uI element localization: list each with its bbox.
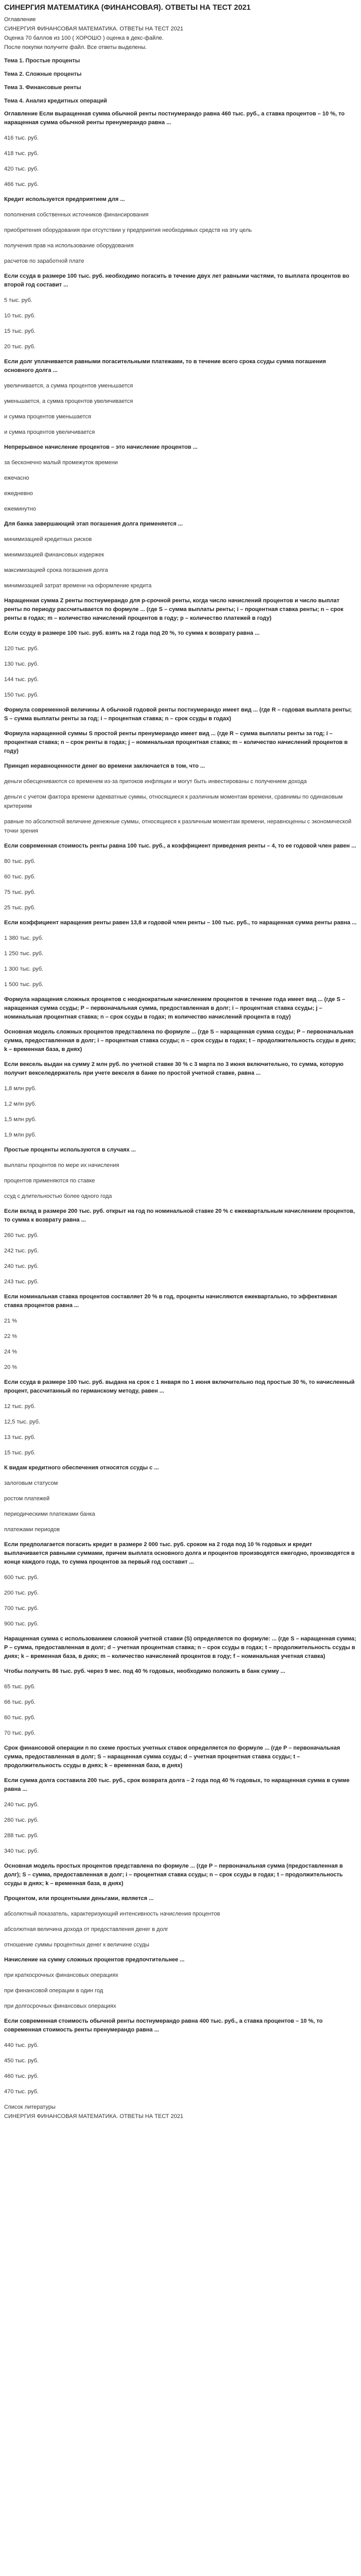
answer-option: 20 %: [4, 1364, 18, 1370]
answer-option: 15 тыс. руб.: [4, 1450, 36, 1456]
question-block: [4, 358, 357, 437]
question-block: [4, 730, 357, 756]
question-block: [4, 1146, 357, 1201]
question-text: Начисление на сумму сложных процентов предпочтительнее ...: [4, 1957, 185, 1963]
answer-option: и сумма процентов увеличивается: [4, 429, 95, 435]
answer-option: ежечасно: [4, 475, 29, 481]
answer-option: 340 тыс. руб.: [4, 1848, 39, 1854]
answer-option: 120 тыс. руб.: [4, 646, 39, 652]
answer-option: залоговым статусом: [4, 1480, 58, 1486]
question-block: [4, 629, 357, 700]
footer-line: Список литературы: [4, 2104, 56, 2110]
answer-option: 5 тыс. руб.: [4, 297, 32, 303]
answer-option: абсолютный показатель, характеризующий интенсивность начисления процентов: [4, 1911, 220, 1917]
question-text: Основная модель простых процентов представлена по формуле ... (где P – первоначальная сумма (предоставленная в долг); S – сумма, предоставленная в долг; i – процентная ставка ссуды; n – срок ссуды в годах; t – продолжительность ссуды в днях; k – временная база, в днях): [4, 1863, 343, 1887]
answer-option: 240 тыс. руб.: [4, 1802, 39, 1808]
question-block: [4, 1207, 357, 1286]
footer-line: СИНЕРГИЯ ФИНАНСОВАЯ МАТЕМАТИКА. ОТВЕТЫ НА ТЕСТ 2021: [4, 2113, 183, 2120]
question-block: [4, 1862, 357, 1888]
question-block: [4, 1464, 357, 1534]
question-text: Чтобы получить 86 тыс. руб. через 9 мес. под 40 % годовых, необходимо положить в банк сумму ...: [4, 1668, 285, 1674]
question-block: [4, 1028, 357, 1054]
answer-option: 1 250 тыс. руб.: [4, 951, 44, 957]
question-text: Если предполагается погасить кредит в размере 2 000 тыс. руб. сроком на 2 года под 10 % годовых и кредит выплачивается равными суммами, причем выплата основного долга и процентов производятся ежегодно, производятся в конце каждого года, то сумма процентов за первый год составит ...: [4, 1541, 355, 1565]
question-text: К видам кредитного обеспечения относятся ссуды с ...: [4, 1465, 159, 1471]
answer-option: при краткосрочных финансовых операциях: [4, 1972, 118, 1978]
answer-option: расчетов по заработной плате: [4, 258, 84, 264]
answer-option: 460 тыс. руб.: [4, 2073, 39, 2079]
answer-option: 1,9 млн руб.: [4, 1132, 37, 1138]
question-text: Принцип неравноценности денег во времени заключается в том, что ...: [4, 763, 205, 769]
question-text: Если коэффициент наращения ренты равен 13,8 и годовой член ренты – 100 тыс. руб., то наращенная сумма ренты равна ...: [4, 920, 357, 926]
answer-option: 25 тыс. руб.: [4, 905, 36, 911]
question-block: [4, 1378, 357, 1458]
answer-option: при долгосрочных финансовых операциях: [4, 2003, 116, 2009]
answer-option: отношение суммы процентных денег к величине ссуды: [4, 1942, 149, 1948]
question-block: [4, 1293, 357, 1372]
intro-line: Оглавление: [4, 16, 36, 23]
answer-option: 15 тыс. руб.: [4, 328, 36, 334]
answer-option: платежами периодов: [4, 1527, 60, 1533]
intro-line: После покупки получите файл. Все ответы выделены.: [4, 44, 147, 50]
answer-option: 60 тыс. руб.: [4, 1715, 36, 1721]
question-block: [4, 919, 357, 989]
question-block: [4, 1667, 357, 1738]
answer-option: ростом платежей: [4, 1496, 50, 1502]
intro-block: [4, 15, 357, 52]
answer-option: 200 тыс. руб.: [4, 1590, 39, 1596]
intro-line: СИНЕРГИЯ ФИНАНСОВАЯ МАТЕМАТИКА. ОТВЕТЫ НА ТЕСТ 2021: [4, 26, 183, 32]
answer-option: 440 тыс. руб.: [4, 2042, 39, 2048]
question-text: Если современная стоимость ренты равна 100 тыс. руб., а коэффициент приведения ренты – 4, то ее годовой член равен ...: [4, 843, 356, 849]
answer-option: 12,5 тыс. руб.: [4, 1419, 40, 1425]
answer-option: 416 тыс. руб.: [4, 135, 39, 141]
topic-item: Тема 3. Финансовые ренты: [4, 84, 81, 91]
question-text: Если ссуда в размере 100 тыс. руб. необходимо погасить в течение двух лет равными частями, то выплата процентов во второй год составит ...: [4, 273, 350, 288]
answer-option: 288 тыс. руб.: [4, 1833, 39, 1839]
answer-option: 470 тыс. руб.: [4, 2089, 39, 2095]
answer-option: 450 тыс. руб.: [4, 2058, 39, 2064]
answer-option: 66 тыс. руб.: [4, 1699, 36, 1705]
questions-list: [4, 110, 357, 2096]
topic-item: Тема 2. Сложные проценты: [4, 71, 82, 77]
question-block: [4, 762, 357, 836]
question-text: Процентом, или процентными деньгами, является ...: [4, 1895, 154, 1902]
answer-option: 240 тыс. руб.: [4, 1263, 39, 1269]
question-text: Если вклад в размере 200 тыс. руб. открыт на год по номинальной ставке 20 % с ежеквартальным начислением процентов, то сумма к возврату равна ...: [4, 1208, 355, 1223]
question-text: Если долг уплачивается равными погасительными платежами, то в течение всего срока ссуды сумма погашения основного долга ...: [4, 359, 326, 374]
question-text: Формула наращения сложных процентов с неоднократным начислением процентов в течение года имеет вид ... (где S –наращенная сумма ссуды; P – первоначальная сумма, предоставленная в долг; i – процентная ставка ссуды; j – номинальная процентная ставка; n – срок ссуды в годах; m количество начислений процента в году): [4, 996, 346, 1020]
question-text: Непрерывное начисление процентов – это начисление процентов ...: [4, 444, 198, 450]
topics-list: [4, 56, 357, 106]
question-block: [4, 1635, 357, 1661]
answer-option: 466 тыс. руб.: [4, 181, 39, 188]
answer-option: и сумма процентов уменьшается: [4, 414, 91, 420]
answer-option: максимизацией срока погашения долга: [4, 567, 108, 573]
answer-option: 144 тыс. руб.: [4, 676, 39, 683]
answer-option: 600 тыс. руб.: [4, 1574, 39, 1581]
question-block: [4, 1776, 357, 1856]
answer-option: 70 тыс. руб.: [4, 1730, 36, 1736]
question-block: [4, 842, 357, 912]
answer-option: 10 тыс. руб.: [4, 313, 36, 319]
answer-option: 21 %: [4, 1318, 18, 1324]
answer-option: 60 тыс. руб.: [4, 874, 36, 880]
page-title: СИНЕРГИЯ МАТЕМАТИКА (ФИНАНСОВАЯ). ОТВЕТЫ НА ТЕСТ 2021: [4, 4, 251, 12]
answer-option: 80 тыс. руб.: [4, 858, 36, 865]
question-text: Срок финансовой операции n по схеме простых учетных ставок определяется по формуле ... (где P – первоначальная сумма, предоставленная в долг; S – наращенная сумма ссуды; d – учетная процентная ставка ссуды; t – продолжительность ссуды в днях; k – временная база, в днях): [4, 1745, 340, 1769]
question-block: [4, 597, 357, 623]
answer-option: приобретения оборудования при отсутствии у предприятия необходимых средств на эту цель: [4, 227, 252, 233]
topic-item: Тема 1. Простые проценты: [4, 58, 80, 64]
question-block: [4, 1956, 357, 2011]
question-text: Оглавление Если выращенная сумма обычной ренты постнумерандо равна 460 тыс. руб., а ставка процентов – 10 %, то наращенная сумма обычной ренты пренумерандо равна ...: [4, 111, 345, 126]
answer-option: при финансовой операции в один год: [4, 1988, 104, 1994]
answer-option: 1 300 тыс. руб.: [4, 966, 44, 972]
question-text: Наращенная сумма с использованием сложной учетной ставки (S) определяется по формуле: ... (где S – наращенная сумма; P – сумма, предоставленная в долг; d – учетная процентная ставка; n – срок ссуды в годах; t – продолжительность ссуды в днях; k – временная база, в днях; m – количество начислений процентов в году; f – номинальная учетная ставка): [4, 1636, 356, 1659]
question-text: Наращенная сумма Z ренты постнумерандо для р-срочной ренты, когда число начислений процентов и число выплат ренты по периоду рассчитывается по формуле ... (где S – сумма выплаты ренты; i – процентная ставка ренты; n – срок ренты в годах; m – количество начислений процентов в году; p – количество платежей в году): [4, 598, 343, 621]
question-block: [4, 272, 357, 351]
answer-option: за бесконечно малый промежуток времени: [4, 460, 118, 466]
answer-option: 1 380 тыс. руб.: [4, 935, 44, 941]
answer-option: равные по абсолютной величине денежные суммы, относящиеся к различным моментам времени, неравноценны с экономической точки зрения: [4, 819, 352, 834]
question-block: [4, 2017, 357, 2096]
question-text: Если сумма долга составила 200 тыс. руб., срок возврата долга – 2 года под 40 % годовых, то наращенная сумма в сумме равна ...: [4, 1777, 350, 1792]
question-text: Если современная стоимость обычной ренты постнумерандо равна 400 тыс. руб., а ставка процентов – 10 %, то современная стоимость ренты пренумерандо равна ...: [4, 2018, 323, 2033]
answer-option: уменьшается, а сумма процентов увеличивается: [4, 398, 133, 404]
answer-option: 12 тыс. руб.: [4, 1403, 36, 1410]
answer-option: ссуд с длительностью более одного года: [4, 1193, 112, 1199]
question-text: Если ссуда в размере 100 тыс. руб. выдана на срок с 1 января по 1 июня включительно под простые 30 %, то начисленный процент, рассчитанный по германскому методу, равен ...: [4, 1379, 355, 1394]
question-block: [4, 706, 357, 723]
answer-option: выплаты процентов по мере их начисления: [4, 1162, 119, 1168]
answer-option: пополнения собственных источников финансирования: [4, 212, 149, 218]
answer-option: 1 500 тыс. руб.: [4, 981, 44, 988]
question-block: [4, 110, 357, 189]
answer-option: 1,8 млн руб.: [4, 1086, 37, 1092]
question-block: [4, 1744, 357, 1770]
question-block: [4, 443, 357, 514]
answer-option: 65 тыс. руб.: [4, 1684, 36, 1690]
answer-option: 130 тыс. руб.: [4, 661, 39, 667]
answer-option: 242 тыс. руб.: [4, 1248, 39, 1254]
question-text: Для банка завершающий этап погашения долга применяется ...: [4, 521, 183, 527]
question-text: Если ссуду в размере 100 тыс. руб. взять на 2 года под 20 %, то сумма к возврату равна ...: [4, 630, 260, 636]
answer-option: минимизацией затрат времени на оформление кредита: [4, 583, 152, 589]
answer-option: 1,2 млн руб.: [4, 1101, 37, 1107]
answer-option: 20 тыс. руб.: [4, 344, 36, 350]
answer-option: 75 тыс. руб.: [4, 889, 36, 895]
answer-option: минимизацией финансовых издержек: [4, 552, 104, 558]
question-block: [4, 995, 357, 1022]
question-text: Формула наращенной суммы S простой ренты пренумерандо имеет вид ... (где R – сумма выплаты ренты за год; i – процентная ставка; n – срок ренты в годах; j – номинальная процентная ставка; m – количество начислений процентов в году): [4, 731, 348, 754]
question-text: Если вексель выдан на сумму 2 млн руб. по учетной ставке 30 % с 3 марта по 3 июня включительно, то сумма, которую получит векселедержатель при учете векселя в банке по простой учетной ставке, равна ...: [4, 1061, 343, 1076]
answer-option: деньги обесцениваются со временем из-за притоков инфляции и могут быть инвестированы с получением дохода: [4, 778, 307, 785]
topic-item: Тема 4. Анализ кредитных операций: [4, 98, 107, 104]
intro-line: Оценка 70 баллов из 100 ( ХОРОШО ) оценка в декс-файле.: [4, 35, 164, 41]
question-block: [4, 195, 357, 266]
question-text: Формула современной величины А обычной годовой ренты постнумерандо имеет вид ... (где R – годовая выплата ренты; S – сумма выплаты ренты за год; i – процентная ставка; n – срок ссуды в годах): [4, 707, 352, 722]
answer-option: минимизацией кредитных рисков: [4, 536, 92, 543]
answer-option: 1,5 млн руб.: [4, 1116, 37, 1123]
answer-option: 418 тыс. руб.: [4, 150, 39, 157]
answer-option: деньги с учетом фактора времени адекватные суммы, относящиеся к различным моментам времени, сравнимы по одинаковым критериям: [4, 794, 343, 809]
answer-option: 420 тыс. руб.: [4, 166, 39, 172]
answer-option: 900 тыс. руб.: [4, 1621, 39, 1627]
question-block: [4, 1060, 357, 1140]
answer-option: процентов применяются по ставке: [4, 1178, 95, 1184]
answer-option: 13 тыс. руб.: [4, 1434, 36, 1440]
answer-option: абсолютная величина дохода от предоставления денег в долг: [4, 1926, 168, 1933]
question-text: Если номинальная ставка процентов составляет 20 % в год, проценты начисляются ежеквартально, то эффективная ставка процентов равна ...: [4, 1294, 337, 1309]
question-text: Кредит используется предприятием для ...: [4, 196, 125, 202]
answer-option: ежедневно: [4, 490, 33, 497]
question-text: Простые проценты используются в случаях ...: [4, 1147, 136, 1153]
answer-option: 243 тыс. руб.: [4, 1279, 39, 1285]
answer-option: 260 тыс. руб.: [4, 1232, 39, 1239]
answer-option: ежеминутно: [4, 506, 36, 512]
answer-option: увеличивается, а сумма процентов уменьшается: [4, 383, 133, 389]
question-block: [4, 520, 357, 590]
answer-option: 22 %: [4, 1333, 18, 1340]
question-text: Основная модель сложных процентов представлена по формуле ... (где S – наращенная сумма ссуды; P – первоначальная сумма, предоставленная в долг; i – процентная ставка ссуды; n – срок ссуды в годах; t – продолжительность ссуды в днях; k – временная база, в днях): [4, 1029, 356, 1053]
question-block: [4, 1540, 357, 1629]
answer-option: 260 тыс. руб.: [4, 1817, 39, 1823]
answer-option: 24 %: [4, 1349, 18, 1355]
question-block: [4, 1894, 357, 1950]
answer-option: 150 тыс. руб.: [4, 692, 39, 698]
answer-option: 700 тыс. руб.: [4, 1605, 39, 1612]
answer-option: получения прав на использование оборудования: [4, 243, 134, 249]
answer-option: периодическими платежами банка: [4, 1511, 95, 1517]
